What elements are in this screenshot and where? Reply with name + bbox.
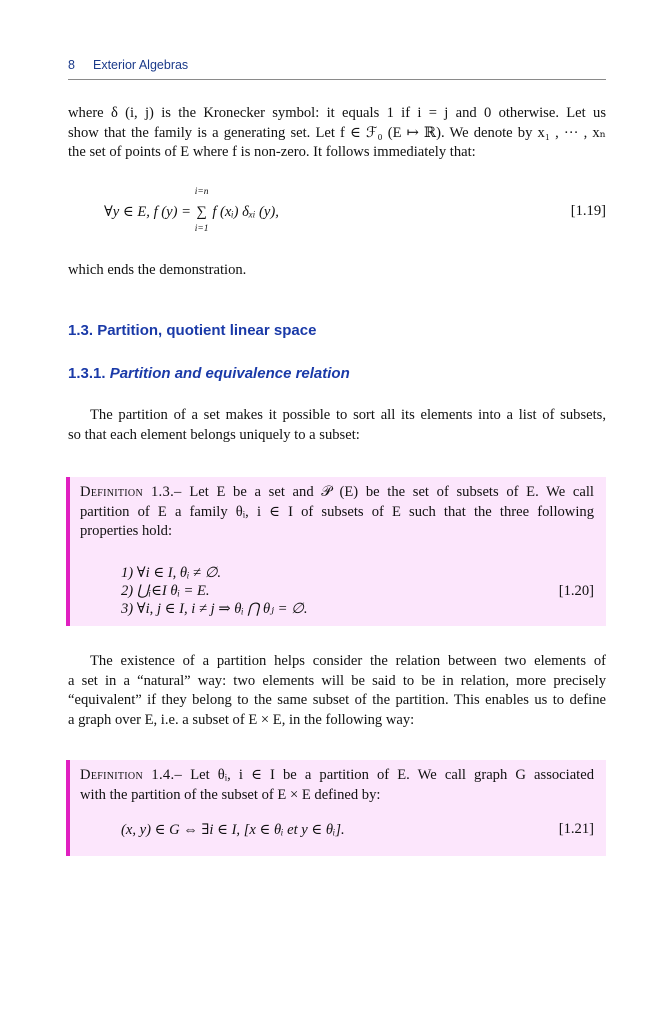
definition-1-3-line-2: partition of E a family θᵢ, i ∈ I of subsets of E such that the three following [80, 503, 594, 520]
partition-line-1: The partition of a set makes it possible to sort all its elements into a list of subsets, [90, 407, 606, 423]
definition-1-4-text [80, 766, 594, 805]
partition-paragraph [68, 406, 606, 445]
subsection-heading [68, 365, 350, 382]
definition-1-3-text [80, 483, 594, 542]
section-number: 1.3. [68, 322, 94, 339]
equation-rhs: f (xᵢ) δₓᵢ (y), [212, 204, 279, 220]
definition-1-4-box [66, 760, 606, 856]
intro-line-2: show that the family is a generating set. Let f ∈ ℱ₀ (E ↦ ℝ). We denote by x₁ , ··· , xₙ [68, 124, 606, 141]
definition-1-3-label: Definition 1.3.– [80, 484, 182, 500]
section-title: Partition, quotient linear space [97, 322, 317, 339]
graph-formula: (x, y) ∈ G ⇔ ∃i ∈ I, [x ∈ θᵢ et y ∈ θᵢ]. [121, 822, 345, 838]
definition-1-3-line-1 [80, 483, 594, 503]
definition-1-4-line-1-text: Let θᵢ, i ∈ I be a partition of E. We call graph G associated [190, 767, 595, 783]
summation-upper-limit: i=n [194, 187, 209, 197]
intro-line-1: where δ (i, j) is the Kronecker symbol: it equals 1 if i = j and 0 otherwise. Let us [68, 105, 606, 121]
partition-line-2: so that each element belongs uniquely to a subset: [68, 426, 360, 443]
property-2: 2) ⋃ᵢ∈I θᵢ = E. [121, 582, 210, 599]
property-3: 3) ∀i, j ∈ I, i ≠ j ⇒ θᵢ ⋂ θⱼ = ∅. [121, 600, 308, 617]
definition-1-3-line-1-text: Let E be a set and 𝒫 (E) be the set of subsets of E. We call [189, 484, 594, 500]
equation-lhs: ∀y ∈ E, f (y) = [104, 204, 195, 220]
section-heading [68, 322, 316, 339]
equivalence-line-4: a graph over E, i.e. a subset of E × E, in the following way: [68, 711, 415, 728]
intro-line-3: the set of points of E where f is non-zero. It follows immediately that: [68, 144, 476, 160]
definition-1-4-label: Definition 1.4.– [80, 767, 183, 783]
equation-1-19 [68, 187, 606, 234]
property-1: 1) ∀i ∈ I, θᵢ ≠ ∅. [121, 564, 222, 581]
definition-1-3-line-3: properties hold: [80, 523, 173, 539]
definition-1-3-box [66, 477, 606, 626]
equation-number-1-19: [1.19] [570, 203, 606, 219]
subsection-title: Partition and equivalence relation [109, 365, 350, 382]
equivalence-paragraph [68, 652, 606, 730]
page-number: 8 [68, 58, 75, 72]
intro-paragraph [68, 104, 606, 163]
running-title: Exterior Algebras [93, 58, 189, 72]
subsection-number: 1.3.1. [68, 365, 106, 382]
equation-number-1-20: [1.20] [558, 582, 594, 599]
equation-1-19-formula [104, 187, 279, 234]
definition-1-4-formula-row [121, 821, 594, 841]
equivalence-line-2: a set in a “natural” way: two elements will be said to be in relation, more precisely [68, 672, 606, 689]
equivalence-line-1: The existence of a partition helps consider the relation between two elements of [90, 653, 606, 669]
definition-1-4-line-2: with the partition of the subset of E × E defined by: [80, 786, 381, 803]
running-header [68, 56, 606, 80]
conclusion-line: which ends the demonstration. [68, 262, 247, 278]
definition-1-4-line-1 [80, 766, 594, 786]
summation-symbol [194, 187, 209, 234]
summation-lower-limit: i=1 [194, 224, 209, 234]
definition-1-3-properties [121, 564, 594, 618]
sigma-symbol: ∑ [196, 204, 207, 220]
equation-number-1-21: [1.21] [558, 821, 594, 837]
equivalence-line-3: “equivalent” if they belong to the same subset of the partition. This enables us to define [68, 692, 606, 708]
